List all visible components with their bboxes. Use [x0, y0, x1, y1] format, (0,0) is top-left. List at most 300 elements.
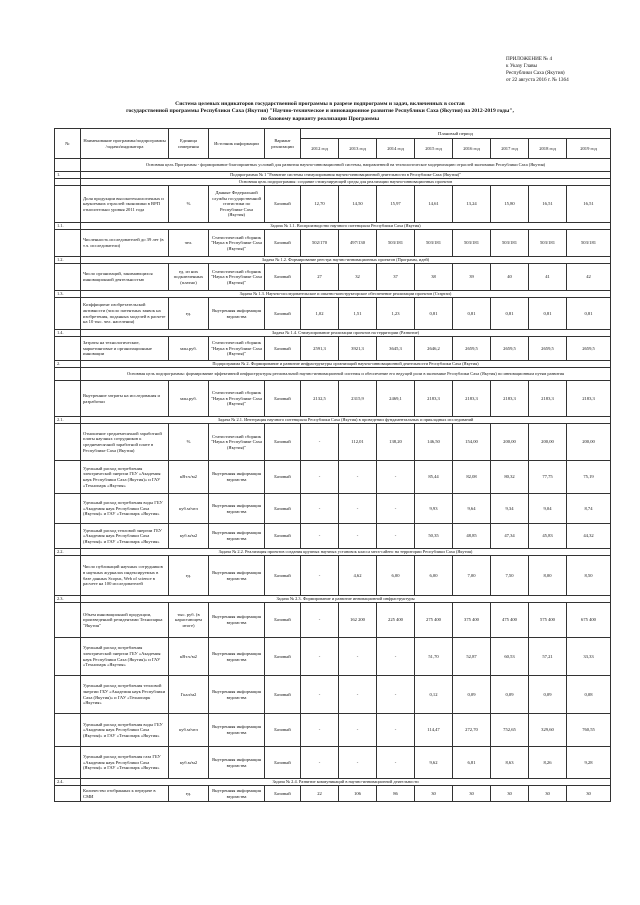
- row-number: 2.2.: [55, 549, 81, 556]
- value-cell: 45,83: [529, 524, 567, 549]
- table-header: [55, 129, 611, 159]
- indicator-name: Коэффициент изобретательской активности (число патентных заявок на изобретения, поданных моделей в расчете на 10 тыс. чел. населения): [81, 298, 169, 330]
- source-cell: Внутренняя информация ведомства: [209, 556, 265, 596]
- section-row: [55, 779, 611, 786]
- unit-cell: кВт.ч/м2: [169, 638, 209, 676]
- value-cell: -: [377, 461, 415, 494]
- section-heading: Задача № 2.3. Формирование и развитие инновационной инфраструктуры: [81, 596, 611, 603]
- value-cell: 3921,3: [339, 337, 377, 361]
- value-cell: 329,60: [529, 714, 567, 747]
- header-year: 2012 год: [301, 139, 339, 159]
- value-cell: 6,00: [377, 556, 415, 596]
- value-cell: 760,55: [567, 714, 611, 747]
- approval-line: к Указу Главы: [506, 63, 538, 69]
- section-row: [55, 368, 611, 381]
- value-cell: 0,12: [415, 676, 453, 714]
- value-cell: 75,19: [567, 461, 611, 494]
- indicator-name: Удельный расход потребления воды ГБУ «Академия наук Республики Саха (Якутия)» и ГАУ «Технопарк «Якутия»: [81, 714, 169, 747]
- row-number: [55, 368, 81, 381]
- value-cell: 275 400: [415, 603, 453, 638]
- row-number: [55, 159, 81, 172]
- value-cell: 42: [567, 264, 611, 291]
- value-cell: 503/181: [415, 230, 453, 257]
- value-cell: 2183,3: [415, 381, 453, 417]
- unit-cell: куб.м/м2: [169, 747, 209, 779]
- row-number: 1.: [55, 172, 81, 179]
- value-cell: 752,65: [491, 714, 529, 747]
- source-cell: Внутренняя информация ведомства: [209, 638, 265, 676]
- value-cell: 106: [339, 786, 377, 802]
- value-cell: 497/130: [339, 230, 377, 257]
- value-cell: 16,51: [567, 186, 611, 223]
- value-cell: -: [339, 638, 377, 676]
- table-row: [55, 424, 611, 461]
- variant-cell: Базовый: [265, 524, 301, 549]
- source-cell: Внутренняя информация ведомства: [209, 461, 265, 494]
- value-cell: 8,26: [529, 747, 567, 779]
- value-cell: 146,50: [415, 424, 453, 461]
- section-row: [55, 223, 611, 230]
- header-name: Наименование программы/подпрограммы /задачи/индикатора: [81, 129, 169, 159]
- unit-cell: ед.: [169, 556, 209, 596]
- header-year: 2014 год: [377, 139, 415, 159]
- indicator-name: Число публикаций научных сотрудников в научных журналах индексируемых в базе данных Scopus, Web of science в расчете на 100 исследователей: [81, 556, 169, 596]
- title-line: по базовому варианту реализации Программы: [260, 115, 380, 122]
- value-cell: 0,81: [453, 298, 491, 330]
- value-cell: 3645,3: [377, 337, 415, 361]
- variant-cell: Базовый: [265, 298, 301, 330]
- value-cell: 1,23: [377, 298, 415, 330]
- value-cell: 15,80: [491, 186, 529, 223]
- value-cell: 82,08: [453, 461, 491, 494]
- value-cell: 30: [415, 786, 453, 802]
- approval-line: ПРИЛОЖЕНИЕ № 4: [506, 56, 553, 62]
- header-year: 2015 год: [415, 139, 453, 159]
- value-cell: 51,70: [415, 638, 453, 676]
- indicator-name: Удельный расход потребления электрической энергии ГБУ «Академия наук Республики Саха (Якутия)» и ГАУ «Технопарк «Якутия»: [81, 461, 169, 494]
- value-cell: 60,53: [491, 638, 529, 676]
- row-number: [55, 638, 81, 676]
- value-cell: 1,51: [339, 298, 377, 330]
- table-row: [55, 747, 611, 779]
- section-heading: Задача № 1.4. Стимулирование реализации проектов на территории (Развитие): [81, 330, 611, 337]
- value-cell: 2659,5: [491, 337, 529, 361]
- table-row: [55, 337, 611, 361]
- indicator-name: Затраты на технологические, маркетинговые и организационные инновации: [81, 337, 169, 361]
- row-number: [55, 179, 81, 186]
- variant-cell: Базовый: [265, 186, 301, 223]
- value-cell: -: [377, 747, 415, 779]
- value-cell: 200,00: [529, 424, 567, 461]
- row-number: [55, 230, 81, 257]
- value-cell: -: [301, 603, 339, 638]
- value-cell: 39: [453, 264, 491, 291]
- table-row: [55, 381, 611, 417]
- value-cell: -: [377, 524, 415, 549]
- value-cell: 85,44: [415, 461, 453, 494]
- value-cell: 0,81: [415, 298, 453, 330]
- indicator-name: Удельный расход потребления электрической энергии ГБУ «Академия наук Республики Саха (Якутия)» и ГАУ «Технопарк «Якутия»: [81, 638, 169, 676]
- value-cell: 50,35: [415, 524, 453, 549]
- unit-cell: млн.руб.: [169, 381, 209, 417]
- indicator-name: Внутренние затраты на исследования и разработки: [81, 381, 169, 417]
- indicator-name: Число организаций, занимающихся инновационной деятельностью: [81, 264, 169, 291]
- variant-cell: Базовый: [265, 556, 301, 596]
- section-row: [55, 257, 611, 264]
- value-cell: 272,70: [453, 714, 491, 747]
- value-cell: 30: [567, 786, 611, 802]
- value-cell: 33,33: [567, 638, 611, 676]
- value-cell: 9,04: [529, 494, 567, 524]
- row-number: 2.4.: [55, 779, 81, 786]
- value-cell: 80,32: [491, 461, 529, 494]
- section-row: [55, 172, 611, 179]
- section-heading: Задача № 1.3. Научно-исследовательское и опытно-конструкторское обеспечение реализации проектов (Стартап): [81, 291, 611, 298]
- unit-cell: кВт.ч/м2: [169, 461, 209, 494]
- value-cell: 162 200: [339, 603, 377, 638]
- value-cell: -: [339, 747, 377, 779]
- table-row: [55, 556, 611, 596]
- value-cell: 112,01: [339, 424, 377, 461]
- value-cell: 9,93: [415, 494, 453, 524]
- variant-cell: Базовый: [265, 676, 301, 714]
- value-cell: 16,51: [529, 186, 567, 223]
- row-number: [55, 494, 81, 524]
- value-cell: 2315,9: [339, 381, 377, 417]
- section-heading: Задача № 1.2. Формирование реестра научно-инновационных проектов (Программ, идей): [81, 257, 611, 264]
- value-cell: -: [301, 524, 339, 549]
- value-cell: 2659,5: [453, 337, 491, 361]
- value-cell: 502/170: [301, 230, 339, 257]
- value-cell: 138,20: [377, 424, 415, 461]
- value-cell: -: [339, 714, 377, 747]
- indicator-name: Удельный расход потребления тепловой энергии ГБУ «Академия наук Республики Саха (Якутия)» и ГАУ «Технопарк «Якутия»: [81, 676, 169, 714]
- value-cell: 6,00: [415, 556, 453, 596]
- unit-cell: Гкал/м2: [169, 676, 209, 714]
- value-cell: 9,64: [453, 494, 491, 524]
- value-cell: 2659,5: [529, 337, 567, 361]
- unit-cell: куб.м/м2: [169, 524, 209, 549]
- value-cell: 2183,3: [567, 381, 611, 417]
- row-number: 1.3.: [55, 291, 81, 298]
- section-heading: Задача № 1.1. Воспроизводство научного потенциала Республики Саха (Якутия): [81, 223, 611, 230]
- table-row: [55, 676, 611, 714]
- row-number: 1.2.: [55, 257, 81, 264]
- variant-cell: Базовый: [265, 264, 301, 291]
- source-cell: Статистический сборник "Наука в Республике Саха (Якутия)": [209, 424, 265, 461]
- value-cell: 2183,3: [529, 381, 567, 417]
- unit-cell: %: [169, 424, 209, 461]
- source-cell: Внутренняя информация ведомства: [209, 676, 265, 714]
- section-row: [55, 159, 611, 172]
- value-cell: -: [339, 524, 377, 549]
- section-row: [55, 417, 611, 424]
- value-cell: 52,87: [453, 638, 491, 676]
- value-cell: 9,34: [491, 494, 529, 524]
- value-cell: -: [377, 714, 415, 747]
- value-cell: -: [377, 494, 415, 524]
- value-cell: 0,81: [491, 298, 529, 330]
- value-cell: -: [377, 638, 415, 676]
- value-cell: 2469,1: [377, 381, 415, 417]
- approval-line: Республики Саха (Якутия): [506, 70, 565, 76]
- value-cell: -: [301, 424, 339, 461]
- row-number: 1.1.: [55, 223, 81, 230]
- indicator-name: Численность исследователей до 39 лет (в т.ч. исследователи): [81, 230, 169, 257]
- row-number: [55, 714, 81, 747]
- section-heading: Подпрограмма № 1 "Развитие системы стимулирования научно-инновационной деятельности в Республике Саха (Якутия)": [81, 172, 611, 179]
- unit-cell: ед.: [169, 298, 209, 330]
- value-cell: 14,61: [415, 186, 453, 223]
- row-number: [55, 524, 81, 549]
- indicators-table: [54, 128, 611, 802]
- value-cell: 0,09: [453, 676, 491, 714]
- table-row: [55, 494, 611, 524]
- section-row: [55, 549, 611, 556]
- variant-cell: Базовый: [265, 747, 301, 779]
- unit-cell: куб.м/чел: [169, 714, 209, 747]
- row-number: [55, 381, 81, 417]
- value-cell: -: [339, 494, 377, 524]
- table-row: [55, 603, 611, 638]
- variant-cell: Базовый: [265, 424, 301, 461]
- value-cell: 15,97: [377, 186, 415, 223]
- title-line: государственной программы Республики Саха (Якутия) "Научно-техническое и инновационное развитие Республики Саха (Якутия) на 2012-2019 годы",: [126, 108, 514, 115]
- table-row: [55, 264, 611, 291]
- value-cell: 6,81: [453, 747, 491, 779]
- value-cell: 575 400: [529, 603, 567, 638]
- source-cell: Статистический сборник "Наука в Республике Саха (Якутия)": [209, 337, 265, 361]
- section-heading: Задача № 2.1. Интеграция научного потенциала Республики Саха (Якутия) в проведении фундаментальных и прикладных исследований: [81, 417, 611, 424]
- header-year: 2016 год: [453, 139, 491, 159]
- value-cell: 9,62: [415, 747, 453, 779]
- value-cell: 8,63: [491, 747, 529, 779]
- row-number: 2.1.: [55, 417, 81, 424]
- section-row: [55, 179, 611, 186]
- variant-cell: Базовый: [265, 337, 301, 361]
- source-cell: Внутренняя информация ведомства: [209, 747, 265, 779]
- value-cell: -: [339, 676, 377, 714]
- row-number: 1.4.: [55, 330, 81, 337]
- value-cell: 375 400: [453, 603, 491, 638]
- header-period: Плановый период: [301, 129, 611, 139]
- table-row: [55, 186, 611, 223]
- unit-cell: куб.м/чел: [169, 494, 209, 524]
- value-cell: 30: [491, 786, 529, 802]
- section-heading: Подпрограмма № 2. Формирование и развитие инфраструктуры организаций научно-инновационной деятельности Республики Саха (Якутия): [81, 361, 611, 368]
- value-cell: 27: [301, 264, 339, 291]
- row-number: [55, 337, 81, 361]
- value-cell: -: [301, 676, 339, 714]
- variant-cell: Базовый: [265, 603, 301, 638]
- value-cell: 475 400: [491, 603, 529, 638]
- value-cell: 2132,5: [301, 381, 339, 417]
- value-cell: 47,34: [491, 524, 529, 549]
- value-cell: -: [301, 747, 339, 779]
- source-cell: Статистический сборник "Наука в Республике Саха (Якутия)": [209, 381, 265, 417]
- row-number: [55, 676, 81, 714]
- indicator-name: Удельный расход потребления газа ГБУ «Академия наук Республики Саха (Якутия)» и ГАУ «Технопарк «Якутия»: [81, 747, 169, 779]
- value-cell: 0,81: [529, 298, 567, 330]
- source-cell: Внутренняя информация ведомства: [209, 603, 265, 638]
- unit-cell: чел.: [169, 230, 209, 257]
- value-cell: 30: [453, 786, 491, 802]
- variant-cell: Базовый: [265, 714, 301, 747]
- value-cell: 12,70: [301, 186, 339, 223]
- table-row: [55, 714, 611, 747]
- section-heading: Задача № 2.4. Развитие коммуникаций в научно-инновационной деятельности: [81, 779, 611, 786]
- value-cell: -: [377, 676, 415, 714]
- table-row: [55, 298, 611, 330]
- approval-stamp: [506, 56, 636, 84]
- table-body: [55, 159, 611, 802]
- row-number: [55, 186, 81, 223]
- section-row: [55, 596, 611, 603]
- value-cell: 0,08: [567, 676, 611, 714]
- section-heading: Основная цель подпрограммы: формирование эффективной инфраструктуры региональной научно-инновационной системы и обеспечение его ведущей роли в экономике Республики Саха (Якутия) по инновационным путям развития: [81, 368, 611, 381]
- unit-cell: ед.: [169, 786, 209, 802]
- value-cell: 2591,3: [301, 337, 339, 361]
- value-cell: 38: [415, 264, 453, 291]
- source-cell: Статистический сборник "Наука в Республике Саха (Якутия)": [209, 264, 265, 291]
- section-heading: Основная цель Программы - формирование благоприятных условий для развития научно-инновационной системы, направленной на технологическое модернизацию отраслей экономики Республики Саха (Якутия): [81, 159, 611, 172]
- value-cell: -: [301, 494, 339, 524]
- value-cell: 2659,5: [567, 337, 611, 361]
- table-row: [55, 524, 611, 549]
- value-cell: 77,75: [529, 461, 567, 494]
- value-cell: 503/181: [453, 230, 491, 257]
- indicator-name: Объем инновационной продукции, произведенной резидентами Технопарка "Якутия": [81, 603, 169, 638]
- value-cell: 7,00: [453, 556, 491, 596]
- value-cell: 503/181: [491, 230, 529, 257]
- table-row: [55, 230, 611, 257]
- value-cell: 503/181: [377, 230, 415, 257]
- source-cell: Внутренняя информация ведомства: [209, 714, 265, 747]
- value-cell: -: [339, 461, 377, 494]
- value-cell: 9,28: [567, 747, 611, 779]
- row-number: [55, 556, 81, 596]
- header-unit: Единица измерения: [169, 129, 209, 159]
- indicator-name: Удельный расход потребления воды ГБУ «Академия наук Республики Саха (Якутия)» и ГАУ «Технопарк «Якутия»: [81, 494, 169, 524]
- variant-cell: Базовый: [265, 494, 301, 524]
- value-cell: 14,50: [339, 186, 377, 223]
- header-variant: Вариант реализации: [265, 129, 301, 159]
- header-year: 2017 год: [491, 139, 529, 159]
- value-cell: 2646,2: [415, 337, 453, 361]
- unit-cell: тыс. руб. (в нарастающем итоге): [169, 603, 209, 638]
- variant-cell: Базовый: [265, 638, 301, 676]
- header-year: 2018 год: [529, 139, 567, 159]
- row-number: [55, 264, 81, 291]
- indicator-name: Удельный расход тепловой энергии ГБУ «Академия наук Республики Саха (Якутия)» и ГАУ «Технопарк «Якутия»: [81, 524, 169, 549]
- header-source: Источник информации: [209, 129, 265, 159]
- row-number: 2.3.: [55, 596, 81, 603]
- value-cell: 30: [529, 786, 567, 802]
- value-cell: -: [301, 461, 339, 494]
- row-number: 2.: [55, 361, 81, 368]
- table-row: [55, 786, 611, 802]
- row-number: [55, 603, 81, 638]
- value-cell: 0,09: [491, 676, 529, 714]
- value-cell: 503/181: [567, 230, 611, 257]
- header-num: №: [55, 129, 81, 159]
- row-number: [55, 424, 81, 461]
- unit-cell: ед. из них подключенных (платно): [169, 264, 209, 291]
- variant-cell: Базовый: [265, 786, 301, 802]
- value-cell: 13,24: [453, 186, 491, 223]
- table-row: [55, 638, 611, 676]
- value-cell: 4,62: [339, 556, 377, 596]
- row-number: [55, 786, 81, 802]
- value-cell: 0,81: [567, 298, 611, 330]
- value-cell: 7,50: [491, 556, 529, 596]
- source-cell: Внутренняя информация ведомства: [209, 524, 265, 549]
- value-cell: -: [301, 556, 339, 596]
- source-cell: Внутренняя информация ведомства: [209, 298, 265, 330]
- value-cell: 200,00: [491, 424, 529, 461]
- value-cell: 44,32: [567, 524, 611, 549]
- approval-line: от 22 августа 2016 г. № 1364: [506, 77, 569, 83]
- table-row: [55, 461, 611, 494]
- source-cell: Статистический сборник "Наука в Республике Саха (Якутия)": [209, 230, 265, 257]
- unit-cell: %: [169, 186, 209, 223]
- row-number: [55, 298, 81, 330]
- value-cell: 114,47: [415, 714, 453, 747]
- section-row: [55, 330, 611, 337]
- value-cell: 675 400: [567, 603, 611, 638]
- variant-cell: Базовый: [265, 381, 301, 417]
- indicator-name: Доля продукции высокотехнологичных и наукоемких отраслей экономики в ВРП относительно уровня 2011 года: [81, 186, 169, 223]
- value-cell: 57,21: [529, 638, 567, 676]
- value-cell: 8,50: [567, 556, 611, 596]
- value-cell: 37: [377, 264, 415, 291]
- source-cell: Данные Федеральной службы государственной статистики по Республике Саха (Якутия): [209, 186, 265, 223]
- value-cell: 503/181: [529, 230, 567, 257]
- title-line: Система целевых индикаторов государственной программы в разрезе подпрограмм и задач, включенных в состав: [175, 101, 465, 107]
- section-row: [55, 291, 611, 298]
- value-cell: -: [301, 638, 339, 676]
- value-cell: 41: [529, 264, 567, 291]
- value-cell: 40: [491, 264, 529, 291]
- variant-cell: Базовый: [265, 461, 301, 494]
- value-cell: 8,00: [529, 556, 567, 596]
- row-number: [55, 461, 81, 494]
- value-cell: 32: [339, 264, 377, 291]
- indicator-name: Количество отобранных к передаче в СМИ: [81, 786, 169, 802]
- value-cell: 2183,3: [491, 381, 529, 417]
- source-cell: Внутренняя информация ведомства: [209, 786, 265, 802]
- row-number: [55, 747, 81, 779]
- value-cell: 48,85: [453, 524, 491, 549]
- value-cell: 86: [377, 786, 415, 802]
- section-heading: Основная цель подпрограммы: создание стимулирующей среды для реализации научно-инновационных проектов: [81, 179, 611, 186]
- source-cell: Внутренняя информация ведомства: [209, 494, 265, 524]
- value-cell: 1,02: [301, 298, 339, 330]
- value-cell: 225 400: [377, 603, 415, 638]
- indicator-name: Отношение среднемесячной заработной платы научных сотрудников к среднемесячной заработной плате в Республике Саха (Якутия): [81, 424, 169, 461]
- unit-cell: млн.руб.: [169, 337, 209, 361]
- value-cell: 200,00: [567, 424, 611, 461]
- value-cell: -: [301, 714, 339, 747]
- value-cell: 8,74: [567, 494, 611, 524]
- variant-cell: Базовый: [265, 230, 301, 257]
- value-cell: 22: [301, 786, 339, 802]
- header-year: 2019 год: [567, 139, 611, 159]
- section-row: [55, 361, 611, 368]
- section-heading: Задача № 2.2. Реализация проектов создания крупных научных установок класса мега-сайенс на территории Республики Саха (Якутия): [81, 549, 611, 556]
- value-cell: 2183,3: [453, 381, 491, 417]
- document-title: [90, 101, 550, 123]
